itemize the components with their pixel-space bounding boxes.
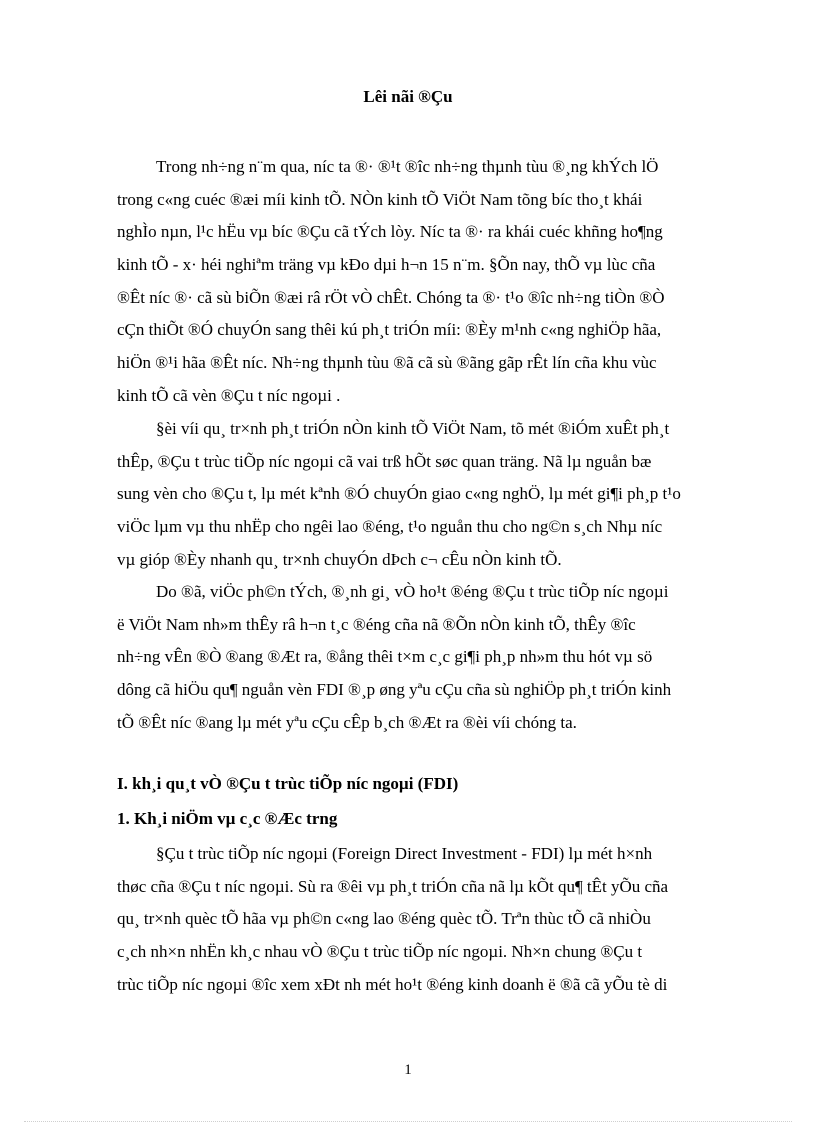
paragraph-line: tÕ ®Êt níc ®ang lµ mét yªu cÇu cÊp b¸ch ®Æt ra ®èi víi chóng ta. (117, 712, 577, 732)
section-heading: I. kh¸i qu¸t vÒ ®Çu t trùc tiÕp níc ngoµi (FDI) (117, 774, 459, 793)
paragraph-line: sung vèn cho ®Çu t, lµ mét kªnh ®Ó chuyÓn giao c«ng nghÖ, lµ mét gi¶i ph¸p t¹o (117, 484, 681, 504)
document-title: Lêi nãi ®Çu (363, 87, 453, 106)
paragraph-line: Do ®ã, viÖc ph©n tÝch, ®¸nh gi¸ vÒ ho¹t ®éng ®Çu t trùc tiÕp níc ngoµi (156, 582, 669, 601)
paragraph-line: dông cã hiÖu qu¶ nguån vèn FDI ®¸p øng yªu cÇu cña sù nghiÖp ph¸t triÓn kinh (117, 680, 672, 700)
paragraph-line: qu¸ tr×nh quèc tÕ hãa vµ ph©n c«ng lao ®éng quèc tÕ. Trªn thùc tÕ cã nhiÒu (117, 909, 651, 929)
paragraph-line: §èi víi qu¸ tr×nh ph¸t triÓn nÒn kinh tÕ ViÖt Nam, tõ mét ®iÓm xuÊt ph¸t (156, 419, 670, 438)
paragraph-line: c¸ch nh×n nhËn kh¸c nhau vÒ ®Çu t trùc tiÕp níc ngoµi. Nh×n chung ®Çu t (117, 942, 643, 962)
paragraph-line: trùc tiÕp níc ngoµi ®îc xem xÐt nh mét ho¹t ®éng kinh doanh ë ®ã cã yÕu tè di (117, 974, 668, 994)
paragraph-line: vµ gióp ®Èy nhanh qu¸ tr×nh chuyÓn dÞch c¬ cÊu nÒn kinh tÕ. (117, 549, 562, 569)
paragraph-line: thøc cña ®Çu t níc ngoµi. Sù ra ®êi vµ ph¸t triÓn cña nã lµ kÕt qu¶ tÊt yÕu cña (117, 876, 669, 896)
intro-paragraph-3 (117, 576, 758, 739)
paragraph-line: trong c«ng cuéc ®æi míi kinh tÕ. NÒn kinh tÕ ViÖt Nam tõng bíc tho¸t khái (117, 189, 643, 209)
intro-paragraph-2 (117, 413, 758, 576)
paragraph-line: viÖc lµm vµ thu nhËp cho ngêi lao ®éng, t¹o nguån thu cho ng©n s¸ch Nhµ níc (117, 517, 663, 537)
paragraph-line: §Çu t trùc tiÕp níc ngoµi (Foreign Direct Investment - FDI) lµ mét h×nh (156, 844, 653, 863)
intro-paragraph-1 (117, 151, 758, 413)
definition-paragraph (117, 838, 758, 1001)
subsection-heading: 1. Kh¸i niÖm vµ c¸c ®Æc trng (117, 809, 338, 828)
paragraph-line: thÊp, ®Çu t trùc tiÕp níc ngoµi cã vai trß hÕt søc quan träng. Nã lµ nguån bæ (117, 451, 652, 471)
paragraph-line: nh÷ng vÊn ®Ò ®ang ®Æt ra, ®ång thêi t×m c¸c gi¶i ph¸p nh»m thu hót vµ sö (117, 647, 653, 667)
paragraph-line: kinh tÕ - x· héi nghiªm träng vµ kÐo dµi h¬n 15 n¨m. §Õn nay, thÕ vµ lùc cña (117, 255, 656, 275)
paragraph-line: ®Êt níc ®· cã sù biÕn ®æi râ rÖt vÒ chÊt. Chóng ta ®· t¹o ®îc nh÷ng tiÒn ®Ò (117, 287, 665, 307)
page-number: 1 (404, 1062, 412, 1078)
paragraph-line: ë ViÖt Nam nh»m thÊy râ h¬n t¸c ®éng cña nã ®Õn nÒn kinh tÕ, thÊy ®îc (117, 614, 636, 634)
paragraph-line: hiÖn ®¹i hãa ®Êt níc. Nh÷ng thµnh tùu ®ã cã sù ®ãng gãp rÊt lín cña khu vùc (117, 353, 657, 373)
paragraph-line: cÇn thiÕt ®Ó chuyÓn sang thêi kú ph¸t triÓn míi: ®Èy m¹nh c«ng nghiÖp hãa, (117, 320, 662, 340)
paragraph-line: kinh tÕ cã vèn ®Çu t níc ngoµi . (117, 385, 341, 405)
page-bottom-divider (24, 1121, 792, 1122)
paragraph-line: nghÌo nµn, l¹c hËu vµ bíc ®Çu cã tÝch lòy. Níc ta ®· ra khái cuéc khñng ho¶ng (117, 222, 663, 242)
paragraph-line: Trong nh÷ng n¨m qua, níc ta ®· ®¹t ®îc nh÷ng thµnh tùu ®¸ng khÝch lÖ (156, 157, 659, 176)
